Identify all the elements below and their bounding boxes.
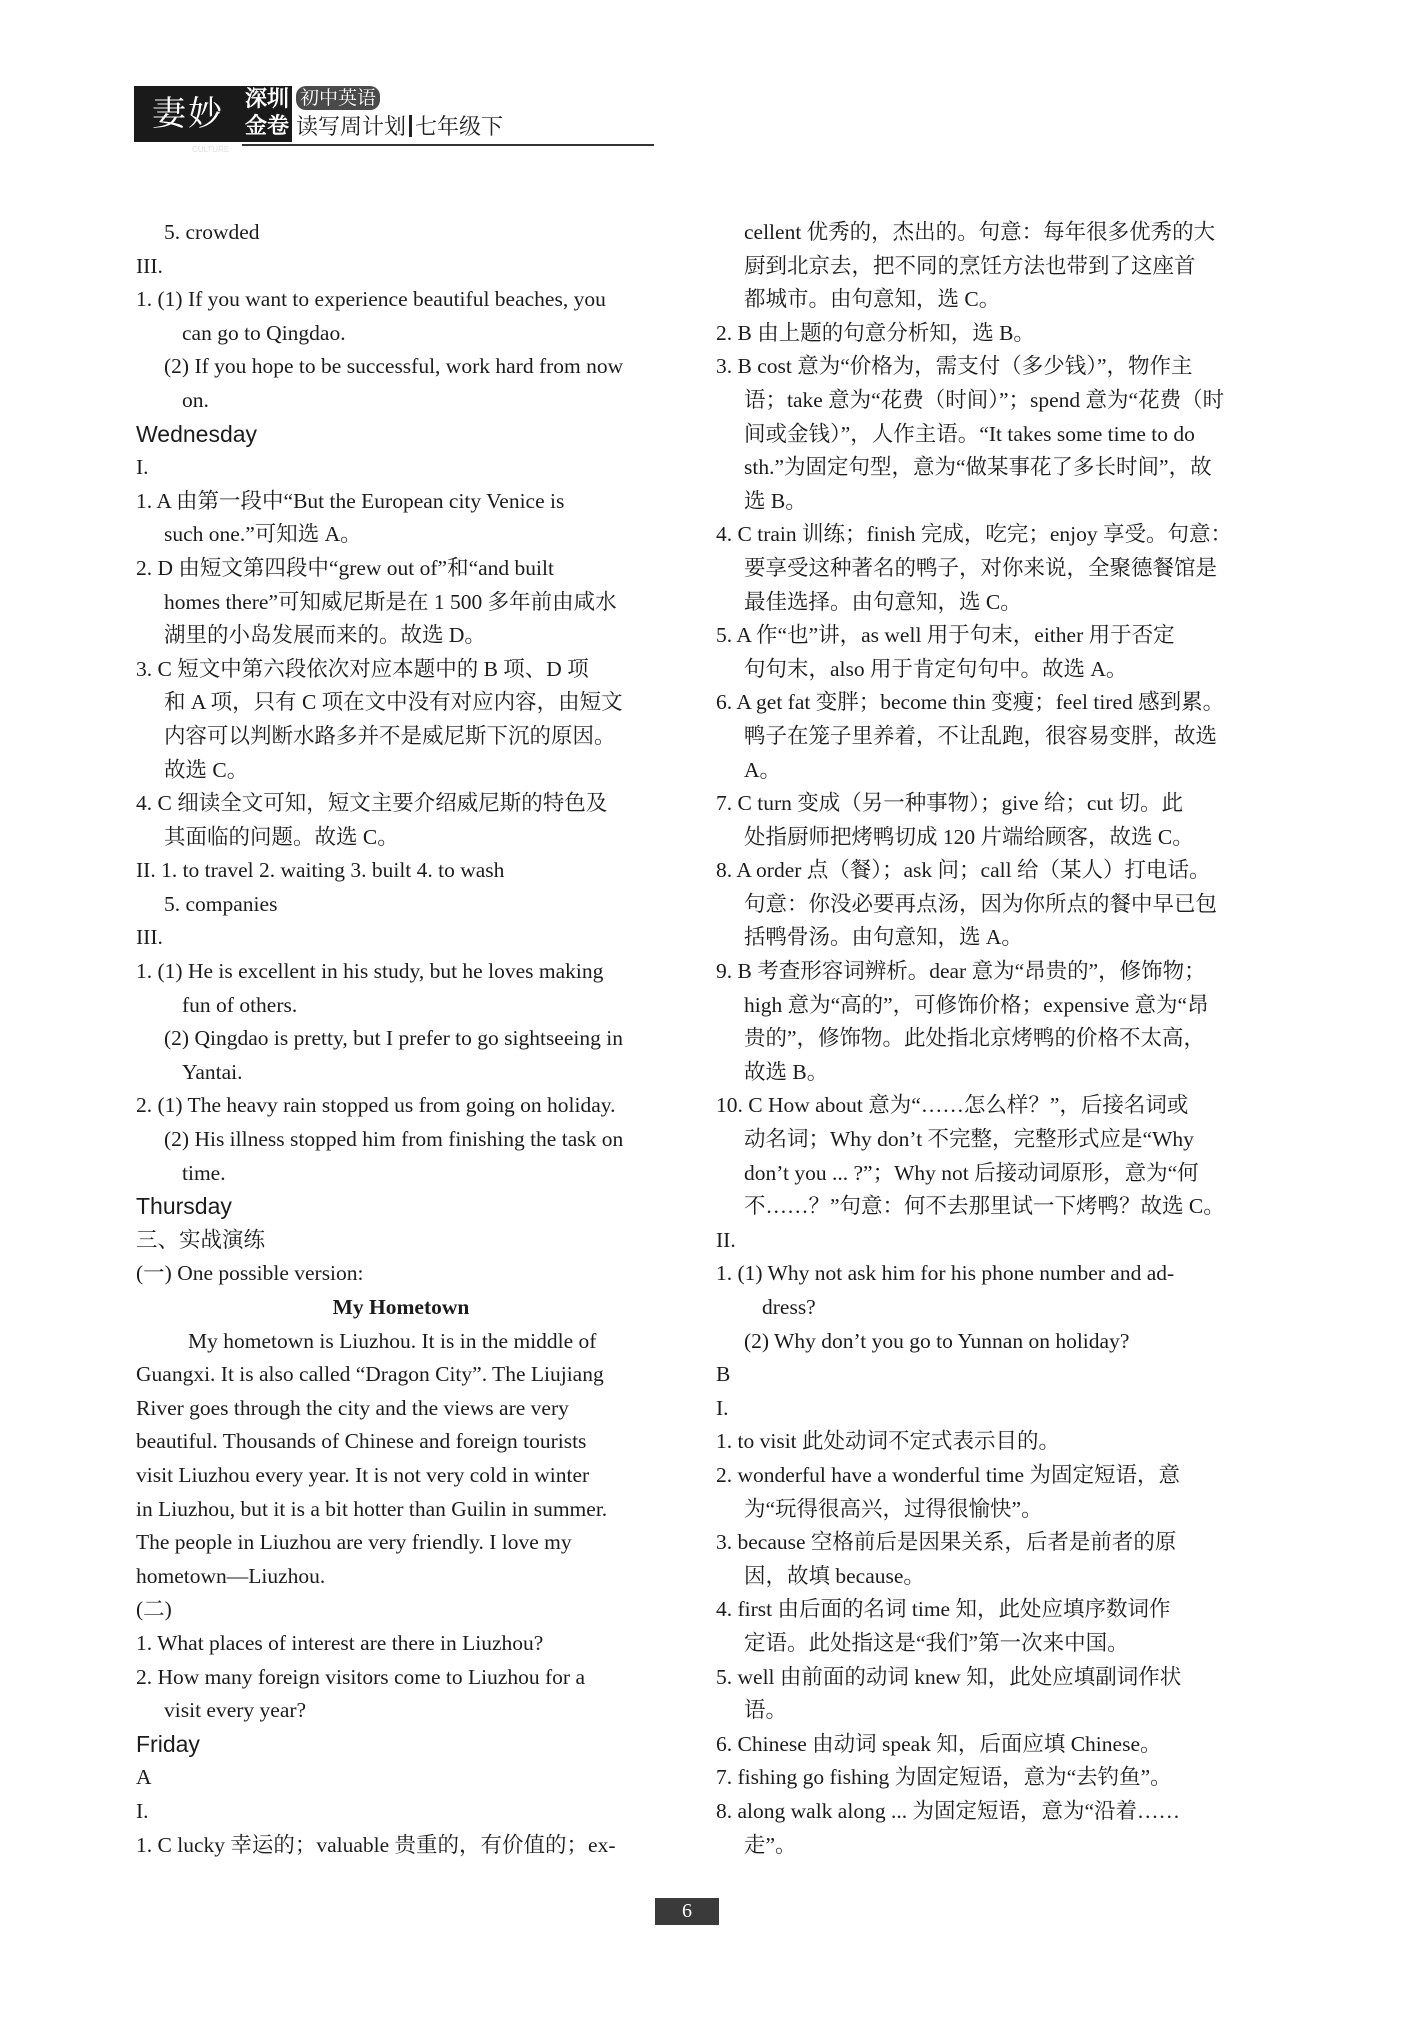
answer-line: 8. A order 点（餐）；ask 问；call 给（某人）打电话。 [716,858,1211,883]
answer-line: 故选 C。 [164,757,249,782]
answer-line: dress? [762,1295,816,1319]
answer-line: 2. How many foreign visitors come to Liuzhou for a [136,1664,586,1689]
answer-line: 3. because 空格前后是因果关系，后者是前者的原 [716,1530,1177,1555]
section-label: I. [136,455,149,480]
section-label: (一) One possible version: [136,1261,364,1286]
answer-line: 5. well 由前面的动词 knew 知，此处应填副词作状 [716,1664,1182,1689]
answer-line: 湖里的小岛发展而来的。故选 D。 [164,623,486,648]
answer-line: A。 [744,757,782,782]
answer-line: 贵的”，修饰物。此处指北京烤鸭的价格不太高， [744,1026,1206,1051]
day-heading-wednesday: Wednesday [136,420,258,447]
answer-line: 厨到北京去，把不同的烹饪方法也带到了这座首 [744,253,1196,278]
day-heading-thursday: Thursday [136,1193,232,1220]
answer-line: 2. D 由短文第四段中“grew out of”和“and built [136,555,554,580]
answer-line: 5. crowded [164,220,260,244]
answer-line: 9. B 考查形容词辨析。dear 意为“昂贵的”，修饰物； [716,959,1206,984]
essay-line: visit Liuzhou every year. It is not very cold in winter [136,1462,590,1487]
essay-line: My hometown is Liuzhou. It is in the middle of [188,1328,597,1353]
answer-line: 定语。此处指这是“我们”第一次来中国。 [744,1630,1129,1655]
answer-line: 8. along walk along ... 为固定短语，意为“沿着…… [716,1798,1180,1823]
answer-line: 1. What places of interest are there in Liuzhou? [136,1630,544,1655]
answer-line: 内容可以判断水路多并不是威尼斯下沉的原因。 [164,723,616,748]
answer-line: on. [182,387,209,412]
essay-line: hometown—Liuzhou. [136,1563,326,1588]
answer-line: (2) Why don’t you go to Yunnan on holiday? [744,1328,1130,1353]
answer-line: II. 1. to travel 2. waiting 3. built 4. to wash [136,858,505,883]
answer-line: 要享受这种著名的鸭子，对你来说，全聚德餐馆是 [744,555,1218,580]
section-label: III. [136,925,163,950]
essay-line: Guangxi. It is also called “Dragon City”. The Liujiang [136,1362,604,1387]
logo-subtext: CULTURE [192,145,230,154]
essay-line: The people in Liuzhou are very friendly. I love my [136,1530,572,1555]
brand-mark [242,86,292,142]
answer-line: 2. (1) The heavy rain stopped us from going on holiday. [136,1093,616,1118]
answer-line: can go to Qingdao. [182,320,346,345]
logo-text: 妻妙 [152,94,224,134]
answer-line: don’t you ... ?”；Why not 后接动词原形，意为“何 [744,1160,1199,1185]
answer-line: 2. B 由上题的句意分析知，选 B。 [716,320,1035,345]
answer-line: 不……？”句意：何不去那里试一下烤鸭？故选 C。 [744,1194,1225,1219]
section-label: B [716,1362,731,1387]
essay-line: River goes through the city and the views are very [136,1395,569,1420]
section-label: I. [716,1395,729,1420]
answer-line: 4. first 由后面的名词 time 知，此处应填序数词作 [716,1597,1171,1622]
answer-line: 间或金钱）”，人作主语。“It takes some time to do [744,421,1195,446]
answer-line: 10. C How about 意为“……怎么样？”，后接名词或 [716,1093,1189,1118]
answer-line: 句意：你没必要再点汤，因为你所点的餐中早已包 [744,891,1218,916]
answer-line: 语。 [744,1698,788,1723]
answer-line: high 意为“高的”，可修饰价格；expensive 意为“昂 [744,992,1209,1017]
essay-line: beautiful. Thousands of Chinese and foreign tourists [136,1429,587,1454]
answer-line: 括鸭骨汤。由句意知，选 A。 [744,925,1023,950]
series-name: 读写周计划 [296,115,407,140]
answer-line: 2. wonderful have a wonderful time 为固定短语，意 [716,1462,1180,1487]
section-label: I. [136,1798,149,1823]
answer-line: sth.”为固定句型，意为“做某事花了多长时间”，故 [744,455,1212,480]
section-label: (二) [136,1597,172,1622]
answer-line: 1. (1) If you want to experience beautiful beaches, you [136,287,606,312]
answer-line: 走”。 [744,1832,797,1857]
series-subject: 初中英语 [296,86,380,110]
answer-line: 语；take 意为“花费（时间）”；spend 意为“花费（时 [744,387,1225,412]
page-number: 6 [655,1898,719,1925]
essay-title: My Hometown [332,1295,470,1319]
answer-line: 为“玩得很高兴，过得很愉快”。 [744,1496,1043,1521]
answer-line: 3. B cost 意为“价格为，需支付（多少钱）”，物作主 [716,354,1193,379]
answer-line: 其面临的问题。故选 C。 [164,824,399,849]
answer-line: 都城市。由句意知，选 C。 [744,287,1001,312]
publisher-logo [134,86,242,154]
answer-line: 1. (1) He is excellent in his study, but he loves making [136,959,604,984]
answer-line: visit every year? [164,1698,307,1723]
answer-line: cellent 优秀的，杰出的。句意：每年很多优秀的大 [744,220,1216,244]
answer-line: 动名词；Why don’t 不完整，完整形式应是“Why [744,1127,1194,1152]
left-column [136,216,666,1862]
page-header [134,84,524,154]
header-rule [242,144,654,146]
answer-line: 7. C turn 变成（另一种事物）；give 给；cut 切。此 [716,791,1184,816]
answer-line: such one.”可知选 A。 [164,522,362,547]
answer-line: Yantai. [182,1059,243,1084]
answer-line: 处指厨师把烤鸭切成 120 片端给顾客，故选 C。 [744,824,1194,849]
essay-line: in Liuzhou, but it is a bit hotter than Guilin in summer. [136,1496,608,1521]
answer-line: 和 A 项，只有 C 项在文中没有对应内容，由短文 [164,690,623,715]
answer-line: 最佳选择。由句意知，选 C。 [744,589,1022,614]
answer-line: 1. (1) Why not ask him for his phone number and ad- [716,1261,1175,1286]
section-label: A [136,1765,152,1790]
answer-line: 1. A 由第一段中“But the European city Venice is [136,488,565,513]
answer-line: (2) If you hope to be successful, work hard from now [164,354,624,379]
section-label: 三、实战演练 [136,1227,266,1252]
answer-line: 1. to visit 此处动词不定式表示目的。 [716,1429,1061,1454]
answer-line: (2) His illness stopped him from finishing the task on [164,1127,624,1152]
answer-line: 6. A get fat 变胖；become thin 变瘦；feel tired 感到累。 [716,690,1225,715]
answer-line: 因，故填 because。 [744,1563,925,1588]
answer-line: 4. C 细读全文可知，短文主要介绍威尼斯的特色及 [136,791,608,816]
answer-line: 选 B。 [744,488,807,513]
series-grade: 七年级下 [415,115,504,140]
answer-line: 句句末，also 用于肯定句句中。故选 A。 [744,656,1128,681]
answer-line: 5. A 作“也”讲，as well 用于句末，either 用于否定 [716,623,1175,648]
answer-line: 鸭子在笼子里养着，不让乱跑，很容易变胖，故选 [744,723,1218,748]
answer-line: time. [182,1160,226,1185]
answer-line: 故选 B。 [744,1059,829,1084]
section-label: III. [136,253,163,278]
answer-line: 6. Chinese 由动词 speak 知，后面应填 Chinese。 [716,1731,1162,1756]
answer-line: fun of others. [182,992,298,1017]
answer-line: (2) Qingdao is pretty, but I prefer to go sightseeing in [164,1026,623,1051]
right-column [716,216,1240,1862]
answer-line: 3. C 短文中第六段依次对应本题中的 B 项、D 项 [136,656,589,681]
answer-line: homes there”可知威尼斯是在 1 500 多年前由咸水 [164,589,617,614]
answer-line: 4. C train 训练；finish 完成，吃完；enjoy 享受。句意： [716,522,1232,547]
answer-line: 5. companies [164,891,278,916]
day-heading-friday: Friday [136,1730,200,1757]
brand-line-2: 金卷 [244,114,289,139]
section-label: II. [716,1227,736,1252]
brand-line-1: 深圳 [244,87,289,112]
answer-line: 7. fishing go fishing 为固定短语，意为“去钓鱼”。 [716,1765,1172,1790]
series-title [296,114,503,142]
series-divider [409,115,412,137]
answer-line: 1. C lucky 幸运的；valuable 贵重的，有价值的；ex- [136,1832,616,1857]
